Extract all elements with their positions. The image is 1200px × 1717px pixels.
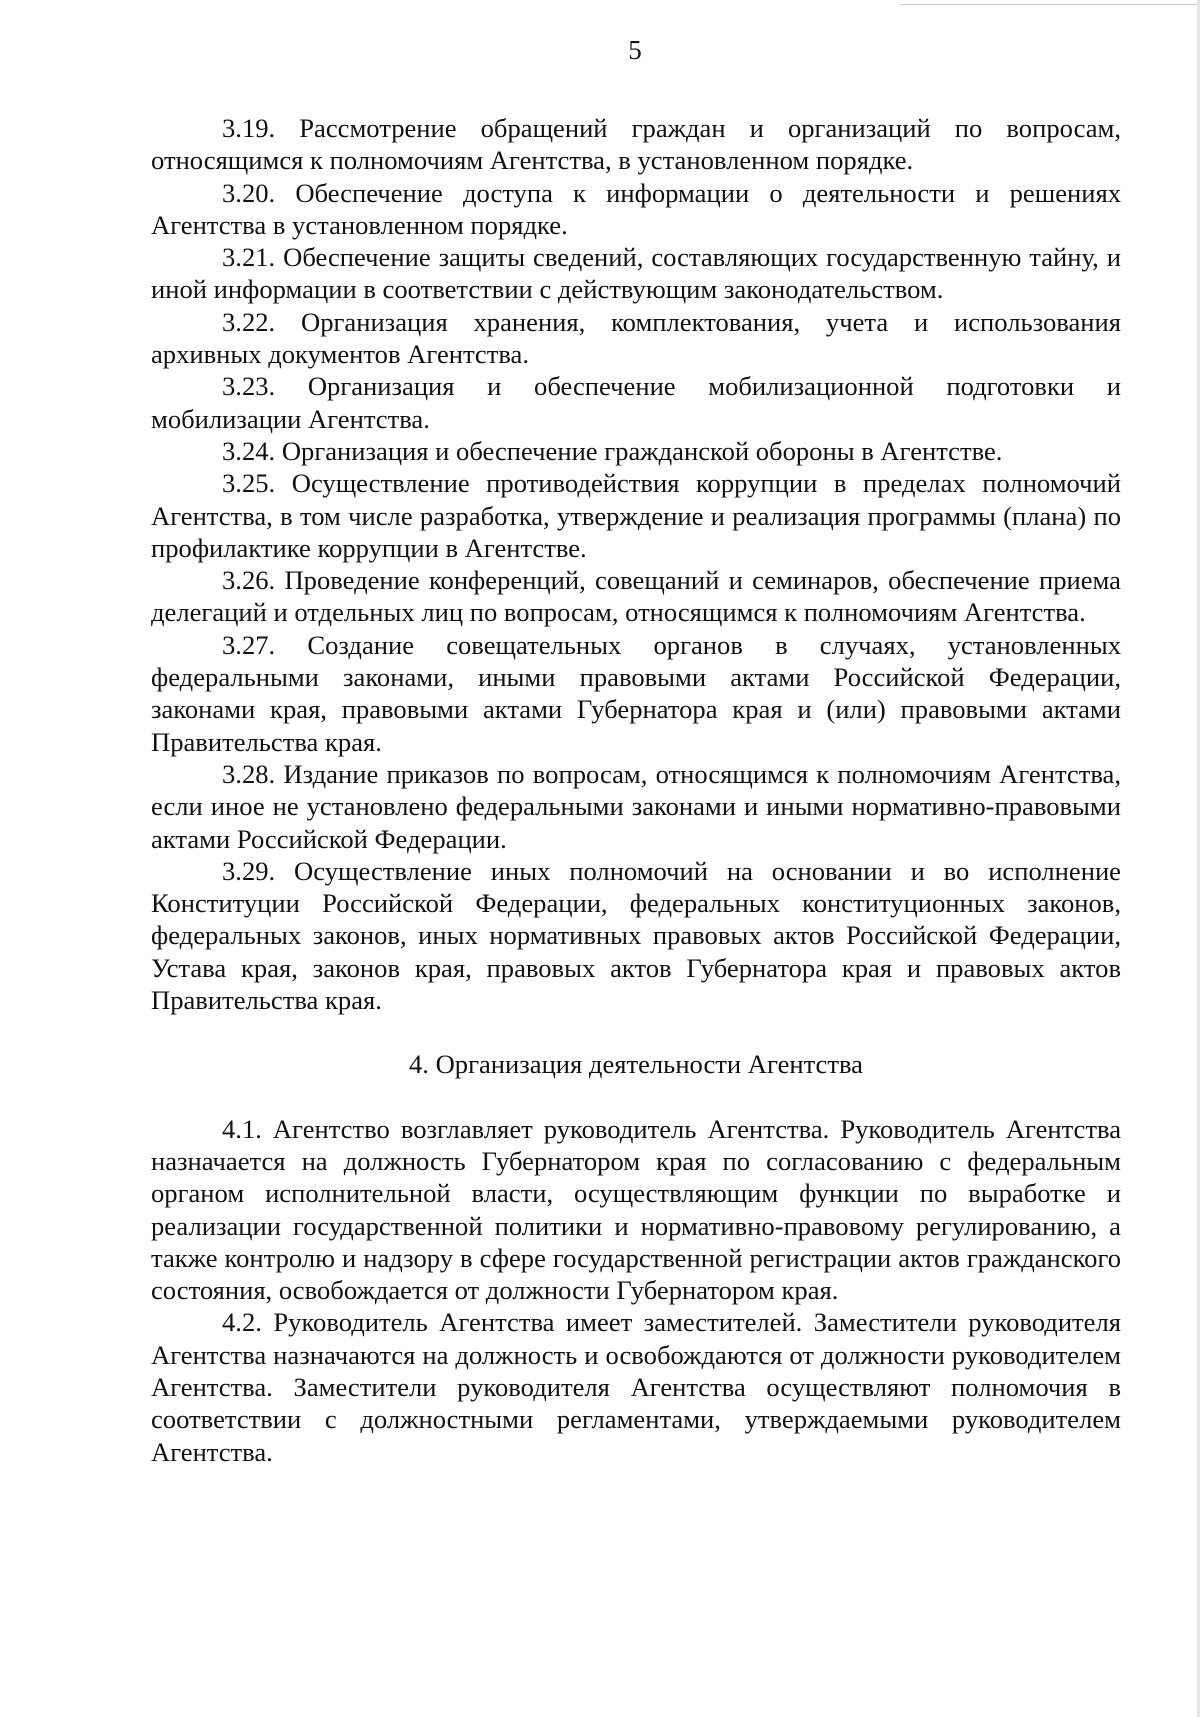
paragraph-3-29: 3.29. Осуществление иных полномочий на основании и во исполнение Конституции Российской Федерации, федеральных конституционных законов, федеральных законов, иных нормативных правовых актов Российской Федерации, Устава края, законов края, правовых актов Губернатора края и правовых актов Правительства края. — [151, 855, 1121, 1016]
section-heading: 4. Организация деятельности Агентства — [409, 1049, 863, 1080]
paragraph-3-24: 3.24. Организация и обеспечение гражданской обороны в Агентстве. — [222, 435, 1003, 466]
paragraph-3-20: 3.20. Обеспечение доступа к информации о деятельности и решениях Агентства в установленном порядке. — [151, 177, 1121, 240]
paragraph-3-26: 3.26. Проведение конференций, совещаний и семинаров, обеспечение приема делегаций и отдельных лиц по вопросам, относящимся к полномочиям Агентства. — [151, 565, 1121, 628]
paragraph-3-19: 3.19. Рассмотрение обращений граждан и организаций по вопросам, относящимся к полномочиям Агентства, в установленном порядке. — [151, 113, 1121, 176]
paragraph-3-25: 3.25. Осуществление противодействия коррупции в пределах полномочий Агентства, в том числе разработка, утверждение и реализация программы (плана) по профилактике коррупции в Агентстве. — [151, 468, 1121, 563]
paragraph-4-2: 4.2. Руководитель Агентства имеет заместителей. Заместители руководителя Агентства назначаются на должность и освобождаются от должности руководителем Агентства. Заместители руководителя Агентства осуществляют полномочия в соответствии с должностными регламентами, утверждаемыми руководителем Агентства. — [151, 1307, 1121, 1467]
paragraph-4-1: 4.1. Агентство возглавляет руководитель Агентства. Руководитель Агентства назначается на должность Губернатором края по согласованию с федеральным органом исполнительной власти, осуществляющим функции по выработке и реализации государственной политики и нормативно-правовому регулированию, а также контролю и надзору в сфере государственной регистрации актов гражданского состояния, освобождается от должности Губернатором края. — [151, 1113, 1121, 1306]
scan-artifact-line — [900, 4, 1200, 5]
paragraph-3-23: 3.23. Организация и обеспечение мобилизационной подготовки и мобилизации Агентства. — [151, 371, 1121, 434]
document-body — [151, 112, 1121, 1468]
paragraph-3-22: 3.22. Организация хранения, комплектования, учета и использования архивных документов Агентства. — [151, 306, 1121, 370]
paragraph-3-21: 3.21. Обеспечение защиты сведений, составляющих государственную тайну, и иной информации в соответствии с действующим законодательством. — [151, 242, 1121, 305]
paragraph-3-28: 3.28. Издание приказов по вопросам, относящимся к полномочиям Агентства, если иное не установлено федеральными законами и иными нормативно-правовыми актами Российской Федерации. — [151, 758, 1121, 854]
page-number: 5 — [628, 35, 642, 65]
paragraph-3-27: 3.27. Создание совещательных органов в случаях, установленных федеральными законами, иными правовыми актами Российской Федерации, законами края, правовыми актами Губернатора края и (или) правовыми актами Правительства края. — [151, 629, 1121, 757]
